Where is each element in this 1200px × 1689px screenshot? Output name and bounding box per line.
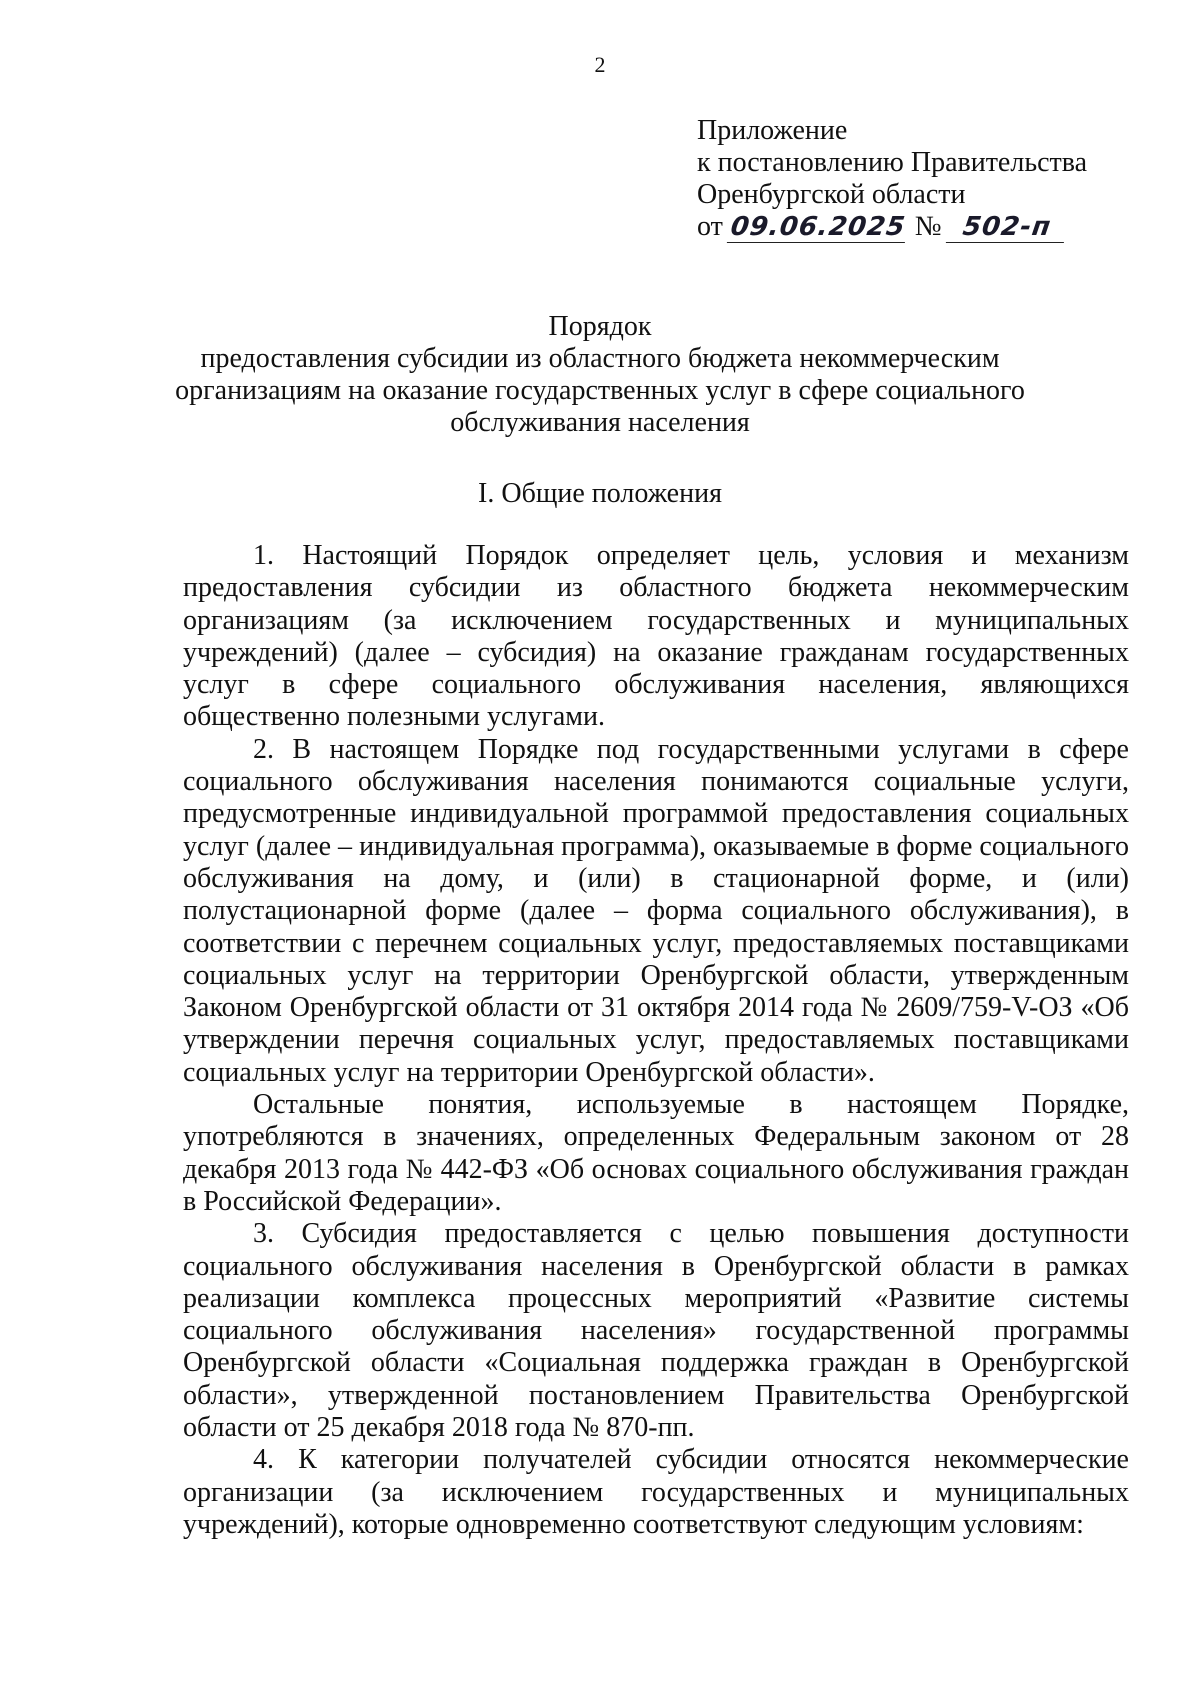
number-sign: №	[914, 211, 942, 242]
paragraph-2-continued: Остальные понятия, используемые в настоящем Порядке, употребляются в значениях, определенных Федеральным законом от 28 декабря 2013 года № 442-ФЗ «Об основах социального обслуживания граждан в Российской Федерации».	[183, 1089, 1129, 1217]
title-heading: Порядок	[548, 311, 652, 342]
document-title	[0, 311, 1200, 439]
page-number: 2	[594, 52, 606, 77]
body-text	[183, 540, 1129, 1541]
paragraph-4: 4. К категории получателей субсидии относятся некоммерческие организации (за исключением государственных и муниципальных учреждений), которые одновременно соответствуют следующим условиям:	[183, 1444, 1129, 1540]
handwritten-number: 502-п	[945, 212, 1067, 243]
handwritten-date: 09.06.2025	[728, 212, 908, 242]
title-line-2: организациям на оказание государственных услуг в сфере социального	[175, 375, 1025, 406]
paragraph-1: 1. Настоящий Порядок определяет цель, условия и механизм предоставления субсидии из областного бюджета некоммерческим организациям (за исключением государственных и муниципальных учреждений) (далее – субсидия) на оказание гражданам государственных услуг в сфере социального обслуживания населения, являющихся общественно полезными услугами.	[183, 540, 1129, 733]
date-prefix: от	[697, 211, 723, 242]
paragraph-2: 2. В настоящем Порядке под государственными услугами в сфере социального обслуживания населения понимаются социальные услуги, предусмотренные индивидуальной программой предоставления социальных услуг (далее – индивидуальная программа), оказываемые в форме социального обслуживания на дому, и (или) в стационарной форме, и (или) полустационарной форме (далее – форма социального обслуживания), в соответствии с перечнем социальных услуг, предоставляемых поставщиками социальных услуг на территории Оренбургской области, утвержденным Законом Оренбургской области от 31 октября 2014 года № 2609/759-V-ОЗ «Об утверждении перечня социальных услуг, предоставляемых поставщиками социальных услуг на территории Оренбургской области».	[183, 733, 1129, 1088]
title-line-1: предоставления субсидии из областного бюджета некоммерческим	[200, 343, 1000, 374]
appendix-label: Приложение	[697, 115, 848, 146]
section-heading: I. Общие положения	[478, 478, 722, 509]
paragraph-3: 3. Субсидия предоставляется с целью повышения доступности социального обслуживания населения в Оренбургской области в рамках реализации комплекса процессных мероприятий «Развитие системы социального обслуживания населения» государственной программы Оренбургской области «Социальная поддержка граждан в Оренбургской области», утвержденной постановлением Правительства Оренбургской области от 25 декабря 2018 года № 870-пп.	[183, 1218, 1129, 1444]
title-line-3: обслуживания населения	[450, 407, 750, 438]
appendix-date-number-row	[697, 211, 1087, 243]
appendix-resolution-line: к постановлению Правительства	[697, 147, 1088, 178]
appendix-region-line: Оренбургской области	[697, 179, 966, 210]
appendix-header	[697, 115, 1087, 243]
